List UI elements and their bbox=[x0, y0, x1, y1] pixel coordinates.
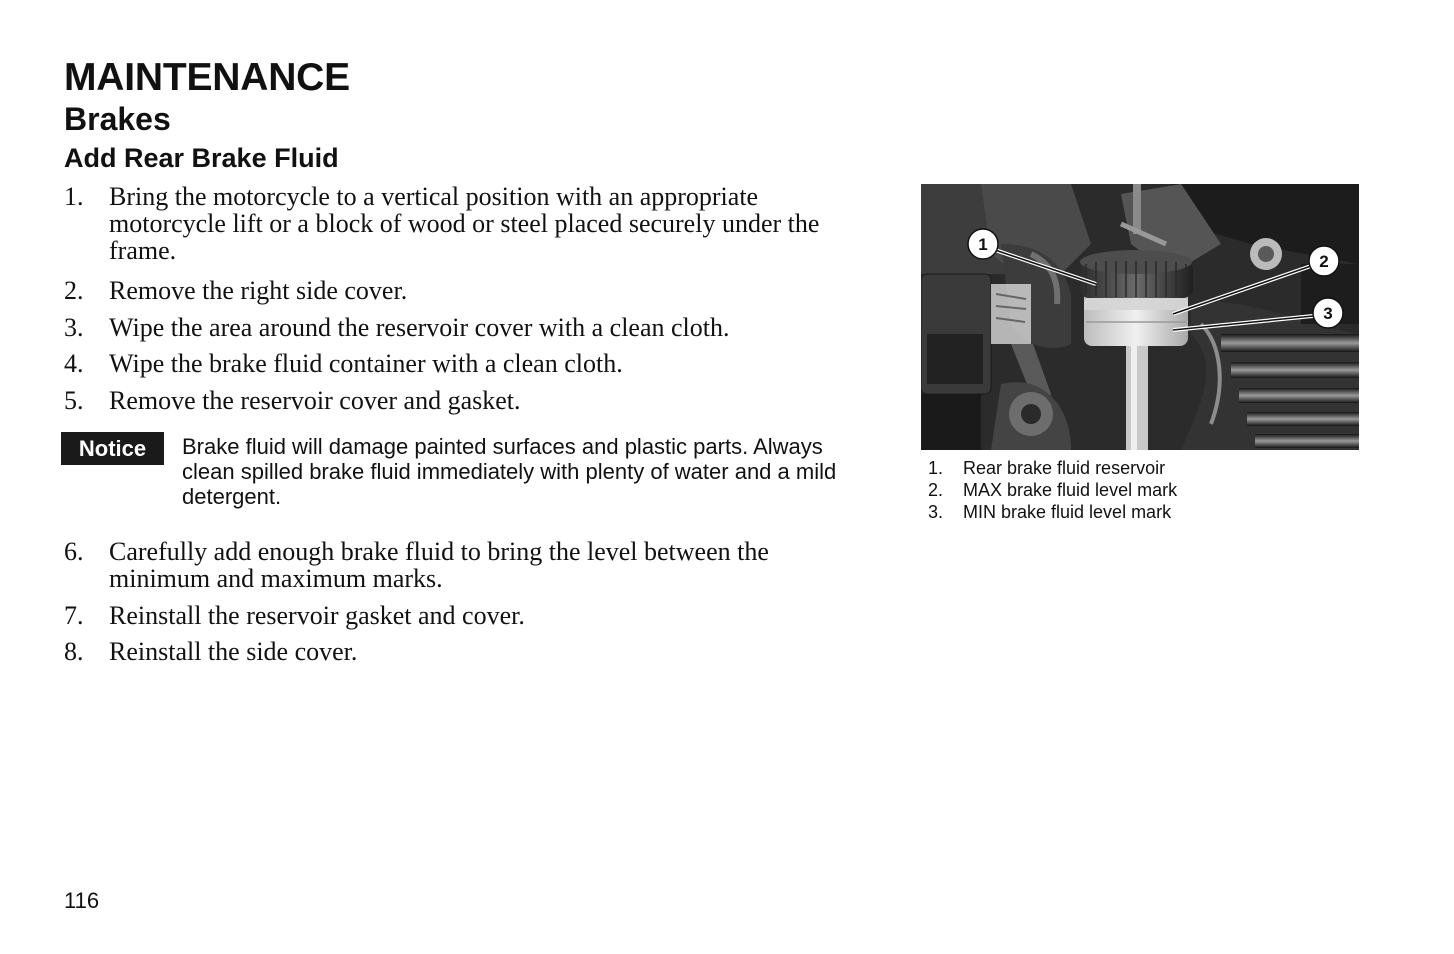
steps-list-before-notice bbox=[64, 183, 854, 423]
step-text: Remove the right side cover. bbox=[109, 276, 408, 305]
figure-captions bbox=[928, 457, 1177, 523]
step-number: 3. bbox=[64, 312, 84, 342]
caption-text: MIN brake fluid level mark bbox=[963, 502, 1172, 522]
list-item bbox=[928, 501, 1177, 523]
step-text: Remove the reservoir cover and gasket. bbox=[109, 385, 521, 415]
callout-label: 2 bbox=[1319, 252, 1329, 271]
list-item bbox=[928, 457, 1177, 479]
step-text: Reinstall the reservoir gasket and cover. bbox=[109, 600, 525, 630]
callout-2 bbox=[1309, 246, 1339, 276]
caption-text: Rear brake fluid reservoir bbox=[963, 458, 1166, 478]
list-item bbox=[64, 183, 854, 264]
list-item bbox=[64, 350, 854, 377]
list-item bbox=[64, 602, 854, 629]
subsection-title: Brakes bbox=[64, 101, 171, 137]
step-text: Wipe the area around the reservoir cover with a clean cloth. bbox=[109, 312, 730, 342]
callout-label: 1 bbox=[978, 235, 988, 254]
step-number: 2. bbox=[64, 276, 84, 305]
caption-number: 1. bbox=[928, 458, 944, 478]
step-number: 1. bbox=[64, 182, 84, 211]
steps-list-after-notice bbox=[64, 538, 854, 675]
brake-reservoir-photo bbox=[921, 184, 1359, 450]
step-text: Carefully add enough brake fluid to bring the level between the minimum and maximum marks. bbox=[109, 537, 769, 593]
topic-title: Add Rear Brake Fluid bbox=[64, 143, 339, 173]
step-number: 6. bbox=[64, 537, 84, 566]
step-text: Reinstall the side cover. bbox=[109, 637, 358, 666]
caption-number: 2. bbox=[928, 480, 944, 500]
callout-label: 3 bbox=[1323, 304, 1333, 323]
callout-3 bbox=[1313, 298, 1343, 328]
caption-number: 3. bbox=[928, 502, 944, 522]
step-number: 7. bbox=[64, 600, 84, 630]
list-item bbox=[64, 638, 854, 665]
step-number: 5. bbox=[64, 385, 84, 415]
list-item bbox=[64, 538, 854, 592]
list-item bbox=[64, 314, 854, 341]
caption-text: MAX brake fluid level mark bbox=[963, 480, 1178, 500]
list-item bbox=[64, 277, 854, 304]
step-number: 8. bbox=[64, 637, 84, 666]
notice-text: Brake fluid will damage painted surfaces and plastic parts. Always clean spilled brake fluid immediately with plenty of water and a mild detergent. bbox=[182, 434, 837, 509]
list-item bbox=[928, 479, 1177, 501]
step-text: Wipe the brake fluid container with a clean cloth. bbox=[109, 349, 623, 378]
callout-1 bbox=[968, 229, 998, 259]
page-number: 116 bbox=[64, 888, 100, 913]
step-text: Bring the motorcycle to a vertical position with an appropriate motorcycle lift or a block of wood or steel placed securely under the frame. bbox=[109, 182, 820, 265]
list-item bbox=[64, 387, 854, 414]
notice-label: Notice bbox=[61, 432, 164, 465]
step-number: 4. bbox=[64, 349, 84, 378]
section-title: MAINTENANCE bbox=[64, 56, 350, 99]
